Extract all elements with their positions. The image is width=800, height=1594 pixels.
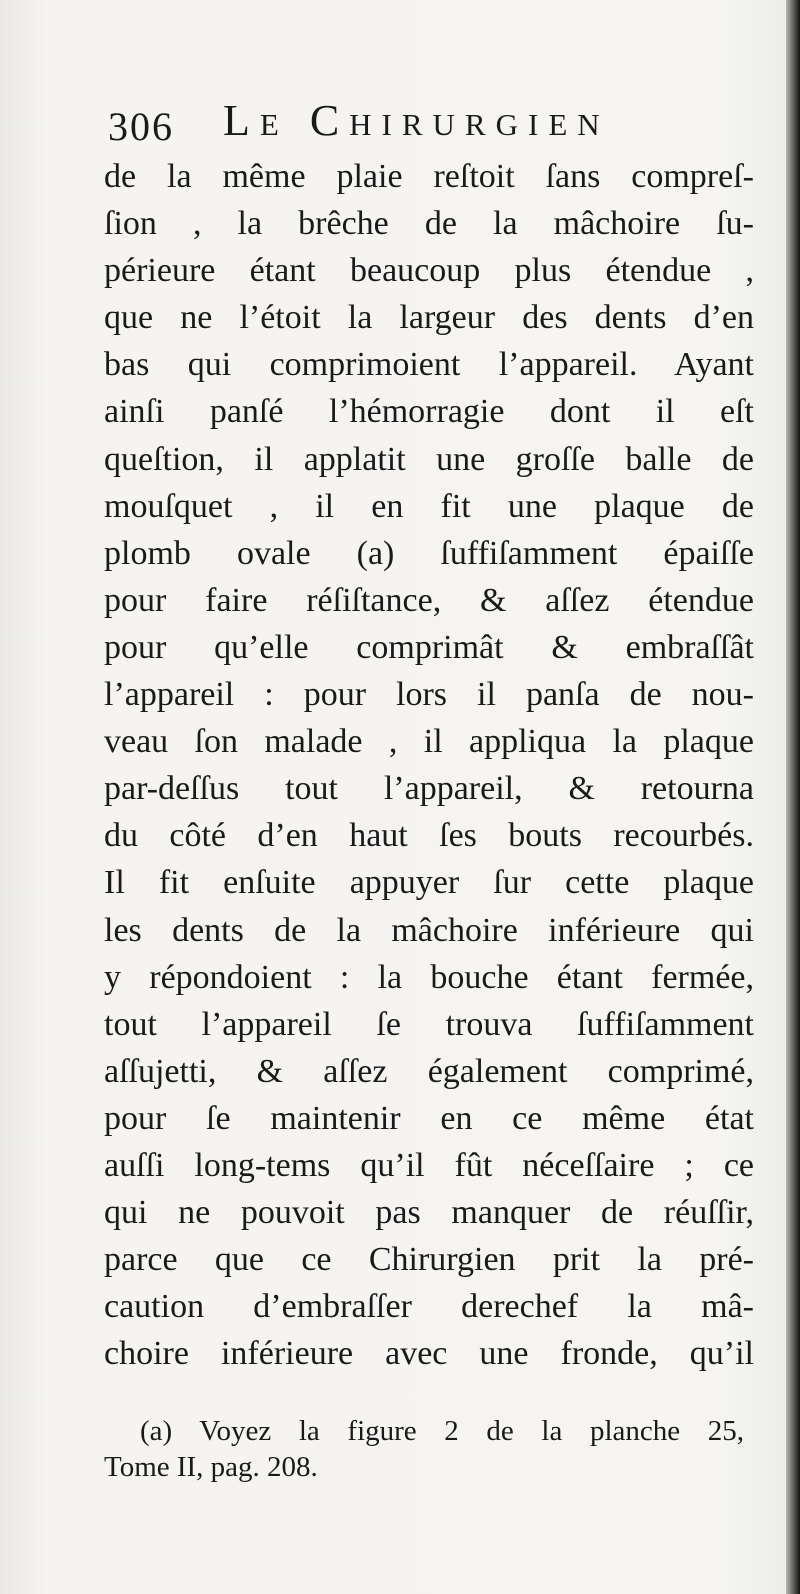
text-line: pour qu’elle comprimât & embraſſât bbox=[104, 628, 754, 666]
text-line: queſtion, il applatit une groſſe balle de bbox=[104, 440, 754, 478]
text-line: auſſi long-tems qu’il fût néceſſaire ; ce bbox=[104, 1146, 754, 1184]
footnote-line: Tome II, pag. 208. bbox=[104, 1451, 318, 1483]
text-line: bas qui comprimoient l’appareil. Ayant bbox=[104, 346, 754, 384]
text-line: les dents de la mâchoire inférieure qui bbox=[104, 911, 754, 949]
text-line: pour faire réſiſtance, & aſſez étendue bbox=[104, 581, 754, 619]
text-line bbox=[104, 1377, 754, 1378]
text-line: pour ſe maintenir en ce même état bbox=[104, 1099, 754, 1137]
running-head: Le Chirurgien bbox=[223, 96, 610, 145]
footnote-line: (a) Voyez la figure 2 de la planche 25, bbox=[140, 1415, 744, 1447]
body-text bbox=[104, 153, 754, 1378]
text-line: caution d’embraſſer derechef la mâ- bbox=[104, 1288, 754, 1326]
footnote bbox=[104, 1413, 744, 1493]
text-line: par-deſſus tout l’appareil, & retourna bbox=[104, 770, 754, 808]
text-line: Il fit enſuite appuyer ſur cette plaque bbox=[104, 864, 754, 902]
text-line: l’appareil : pour lors il panſa de nou- bbox=[104, 676, 754, 714]
page-header bbox=[108, 95, 748, 153]
text-line: périeure étant beaucoup plus étendue , bbox=[104, 252, 754, 290]
text-line: y répondoient : la bouche étant fermée, bbox=[104, 958, 754, 996]
text-line: veau ſon malade , il appliqua la plaque bbox=[104, 723, 754, 761]
text-line: tout l’appareil ſe trouva ſuffiſamment bbox=[104, 1005, 754, 1043]
text-line: du côté d’en haut ſes bouts recourbés. bbox=[104, 817, 754, 855]
text-line: ſion , la brêche de la mâchoire ſu- bbox=[104, 205, 754, 243]
text-line: mouſquet , il en fit une plaque de bbox=[104, 487, 754, 525]
text-line: que ne l’étoit la largeur des dents d’en bbox=[104, 299, 754, 337]
text-line: plomb ovale (a) ſuffiſamment épaiſſe bbox=[104, 534, 754, 572]
text-line: ainſi panſé l’hémorragie dont il eſt bbox=[104, 393, 754, 431]
text-line: qui ne pouvoit pas manquer de réuſſir, bbox=[104, 1194, 754, 1232]
page-edge-shadow bbox=[786, 0, 800, 1594]
page-number: 306 bbox=[108, 104, 174, 149]
text-line: de la même plaie reſtoit ſans compreſ- bbox=[104, 158, 754, 195]
text-line: aſſujetti, & aſſez également comprimé, bbox=[104, 1052, 754, 1090]
text-line: choire inférieure avec une fronde, qu’il bbox=[104, 1335, 754, 1373]
text-line: parce que ce Chirurgien prit la pré- bbox=[104, 1241, 754, 1279]
